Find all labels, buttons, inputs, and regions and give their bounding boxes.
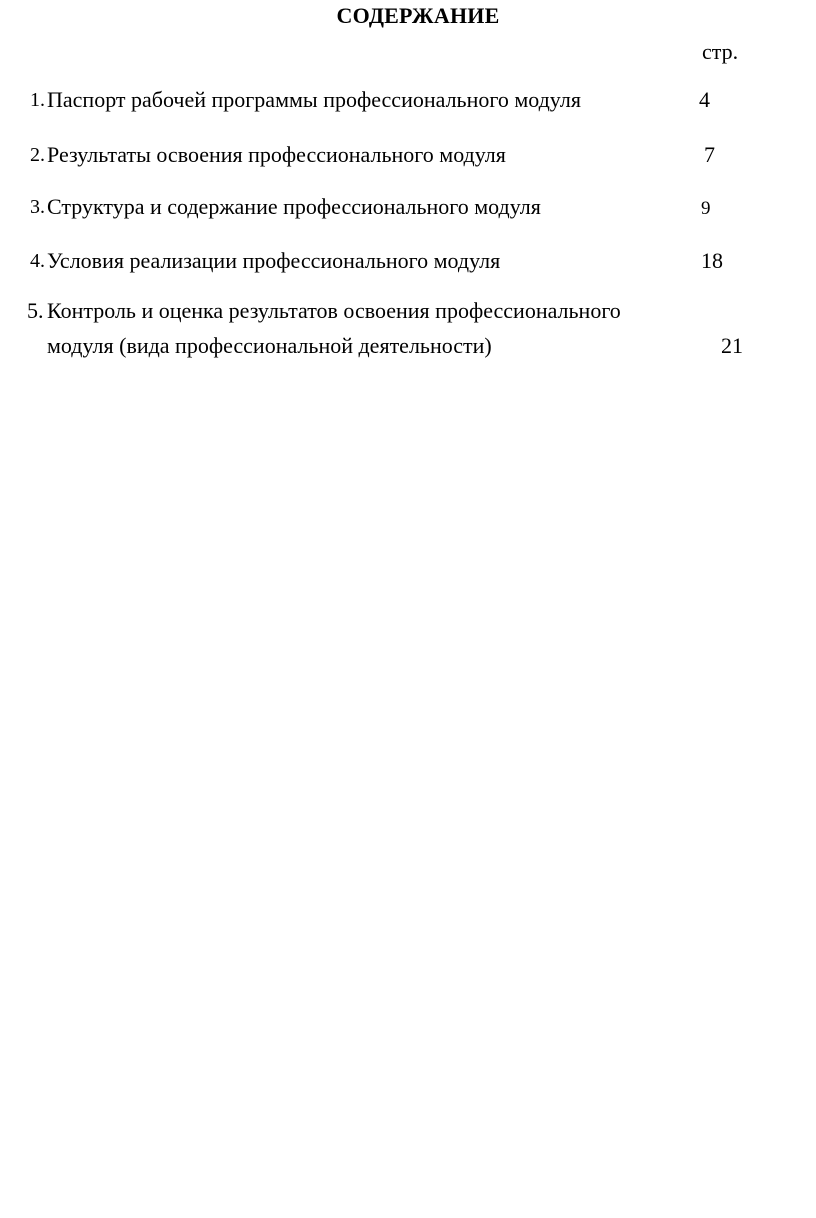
toc-entry-number: 2. bbox=[30, 144, 45, 166]
page-column-label: стр. bbox=[702, 39, 739, 64]
toc-entry-page: 18 bbox=[701, 248, 723, 273]
toc-entry-title: Паспорт рабочей программы профессионального модуля bbox=[47, 87, 581, 112]
toc-entry-title: Контроль и оценка результатов освоения профессионального bbox=[47, 298, 621, 323]
toc-entry-page: 21 bbox=[721, 333, 743, 358]
toc-entry-title-line2: модуля (вида профессиональной деятельности) bbox=[47, 333, 492, 358]
toc-entry-number: 5. bbox=[27, 298, 44, 323]
page-title: СОДЕРЖАНИЕ bbox=[336, 3, 500, 28]
toc-entry-title: Результаты освоения профессионального модуля bbox=[47, 142, 506, 167]
toc-entry-page: 7 bbox=[704, 142, 715, 167]
toc-entry-number: 3. bbox=[30, 196, 45, 218]
toc-entry-page: 4 bbox=[699, 87, 710, 112]
toc-entry-title: Структура и содержание профессионального модуля bbox=[47, 194, 541, 219]
toc-entry-page: 9 bbox=[701, 198, 711, 219]
toc-entry-number: 4. bbox=[30, 250, 45, 272]
toc-entry-title: Условия реализации профессионального модуля bbox=[47, 248, 501, 273]
toc-entry-number: 1. bbox=[30, 89, 45, 111]
